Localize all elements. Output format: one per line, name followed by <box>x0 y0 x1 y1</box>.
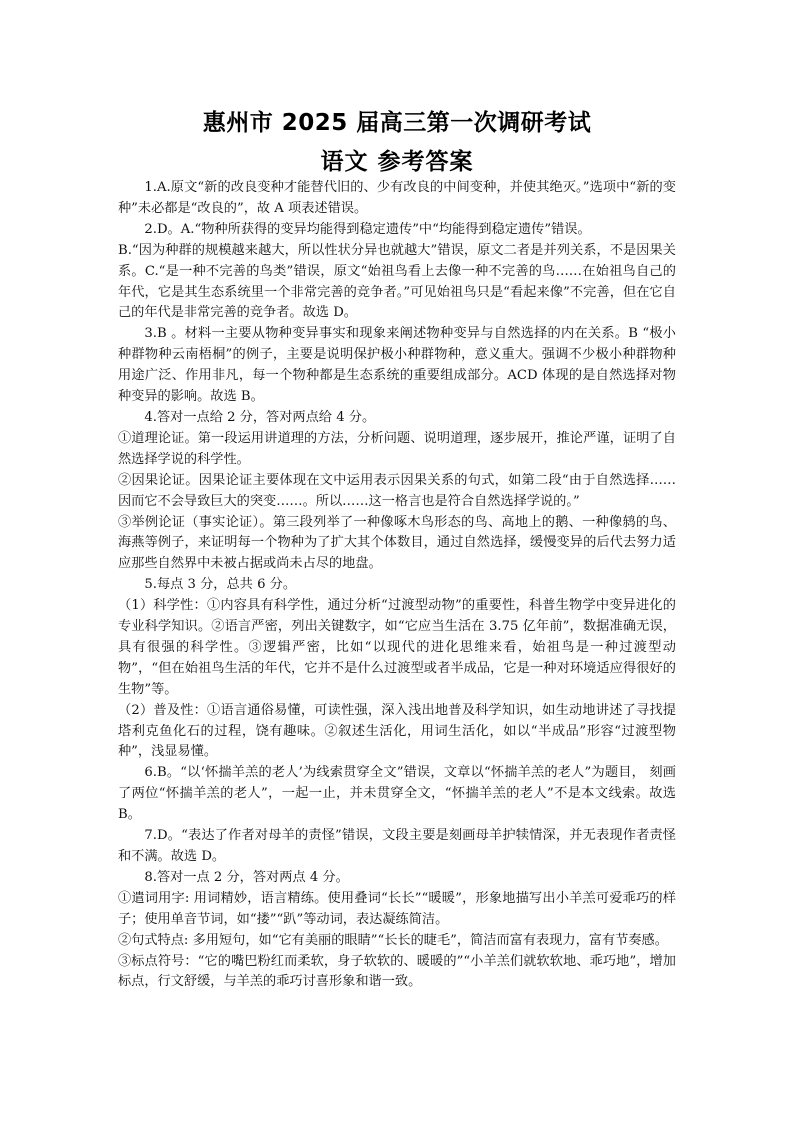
paragraph: 7.D。“表达了作者对母羊的责怪”错误，文段主要是刻画母羊护犊情深，并无表现作者责怪和不满。故选 D。 <box>118 828 676 864</box>
paragraph: 2.D。A.“物种所获得的变异均能得到稳定遗传”中“均能得到稳定遗传”错误。 <box>144 221 591 237</box>
paragraph: ①道理论证。第一段运用讲道理的方法，分析问题、说明道理，逐步展开，推论严谨，证明了自然选择学说的科学性。 <box>118 430 676 467</box>
paragraph: ②句式特点: 多用短句，如“它有美丽的眼睛”“长长的睫毛”，简洁而富有表现力，富有节奏感。 <box>118 932 668 948</box>
answer-body <box>118 178 676 993</box>
document-title: 惠州市 2025 届高三第一次调研考试 <box>202 110 592 136</box>
paragraph: 3.B 。材料一主要从物种变异事实和现象来阐述物种变异与自然选择的内在关系。B “极小种群物种云南梧桐”的例子，主要是说明保护极小种群物种，意义重大。强调不少极小种群物种用途广泛、作用非凡，每一个物种都是生态系统的重要组成部分。ACD 体现的是自然选择对物种变异的影响。故选 B。 <box>118 326 676 405</box>
document-subtitle: 语文 参考答案 <box>320 149 474 175</box>
paragraph: ②因果论证。因果论证主要体现在文中运用表示因果关系的句式，如第二段“由于自然选择……因而它不会导致巨大的突变……。所以……这一格言也是符合自然选择学说的。” <box>118 472 676 509</box>
paragraph: 6.B。“以‘怀揣羊羔的老人’为线索贯穿全文”错误，文章以“怀揣羊羔的老人”为题目， 刻画了两位“怀揣羊羔的老人”，一起一止，并未贯穿全文，“怀揣羊羔的老人”不是本文线索。故选 B。 <box>118 765 676 823</box>
paragraph: 1.A.原文“新的改良变种才能替代旧的、少有改良的中间变种，并使其绝灭。”选项中“新的变种”未必都是“改良的”，故 A 项表述错误。 <box>118 180 676 216</box>
paragraph: ①遣词用字: 用词精妙，语言精练。使用叠词“长长”“暖暖”，形象地描写出小羊羔可爱乖巧的样子；使用单音节词，如“搂”“趴”等动词，表达凝练简洁。 <box>118 890 676 927</box>
paragraph: （1）科学性：①内容具有科学性，通过分析“过渡型动物”的重要性，科普生物学中变异进化的专业科学知识。②语言严密，列出关键数字，如“它应当生活在 3.75 亿年前”，数据准确无误，具有很强的科学性。③逻辑严密，比如“以现代的进化思维来看，始祖鸟是一种过渡型动物”，“但在始祖鸟生活的年代，它并不是什么过渡型或者半成品，它是一种对环境适应得很好的生物”等。 <box>118 598 676 697</box>
paragraph: ③举例论证（事实论证）。第三段列举了一种像啄木鸟形态的鸟、高地上的鹅、一种像鸫的鸟、海燕等例子，来证明每一个物种为了扩大其个体数目，通过自然选择，缓慢变异的后代去努力适应那些自然界中未被占据或尚未占尽的地盘。 <box>118 514 676 572</box>
paragraph: ③标点符号：“它的嘴巴粉红而柔软，身子软软的、暖暖的”“小羊羔们就软软地、乖巧地”，增加标点，行文舒缓，与羊羔的乖巧讨喜形象和谐一致。 <box>118 953 676 990</box>
paragraph: （2）普及性：①语言通俗易懂，可读性强，深入浅出地普及科学知识，如生动地讲述了寻找提塔利克鱼化石的过程，饶有趣味。②叙述生活化，用词生活化，如以“半成品”形容“过渡型物种”，浅显易懂。 <box>118 702 676 760</box>
paragraph: 5.每点 3 分，总共 6 分。 <box>144 577 297 593</box>
paragraph: B.“因为种群的规模越来越大，所以性状分异也就越大”错误，原文二者是并列关系，不是因果关系。C.“是一种不完善的鸟类”错误，原文“始祖鸟看上去像一种不完善的鸟……在始祖鸟自己的年代，它是其生态系统里一个非常完善的竞争者。”可见始祖鸟只是“看起来像”不完善，但在它自己的年代是非常完善的竞争者。故选 D。 <box>118 242 676 321</box>
paragraph: 8.答对一点 2 分，答对两点 4 分。 <box>144 869 349 885</box>
paragraph: 4.答对一点给 2 分，答对两点给 4 分。 <box>144 409 376 425</box>
